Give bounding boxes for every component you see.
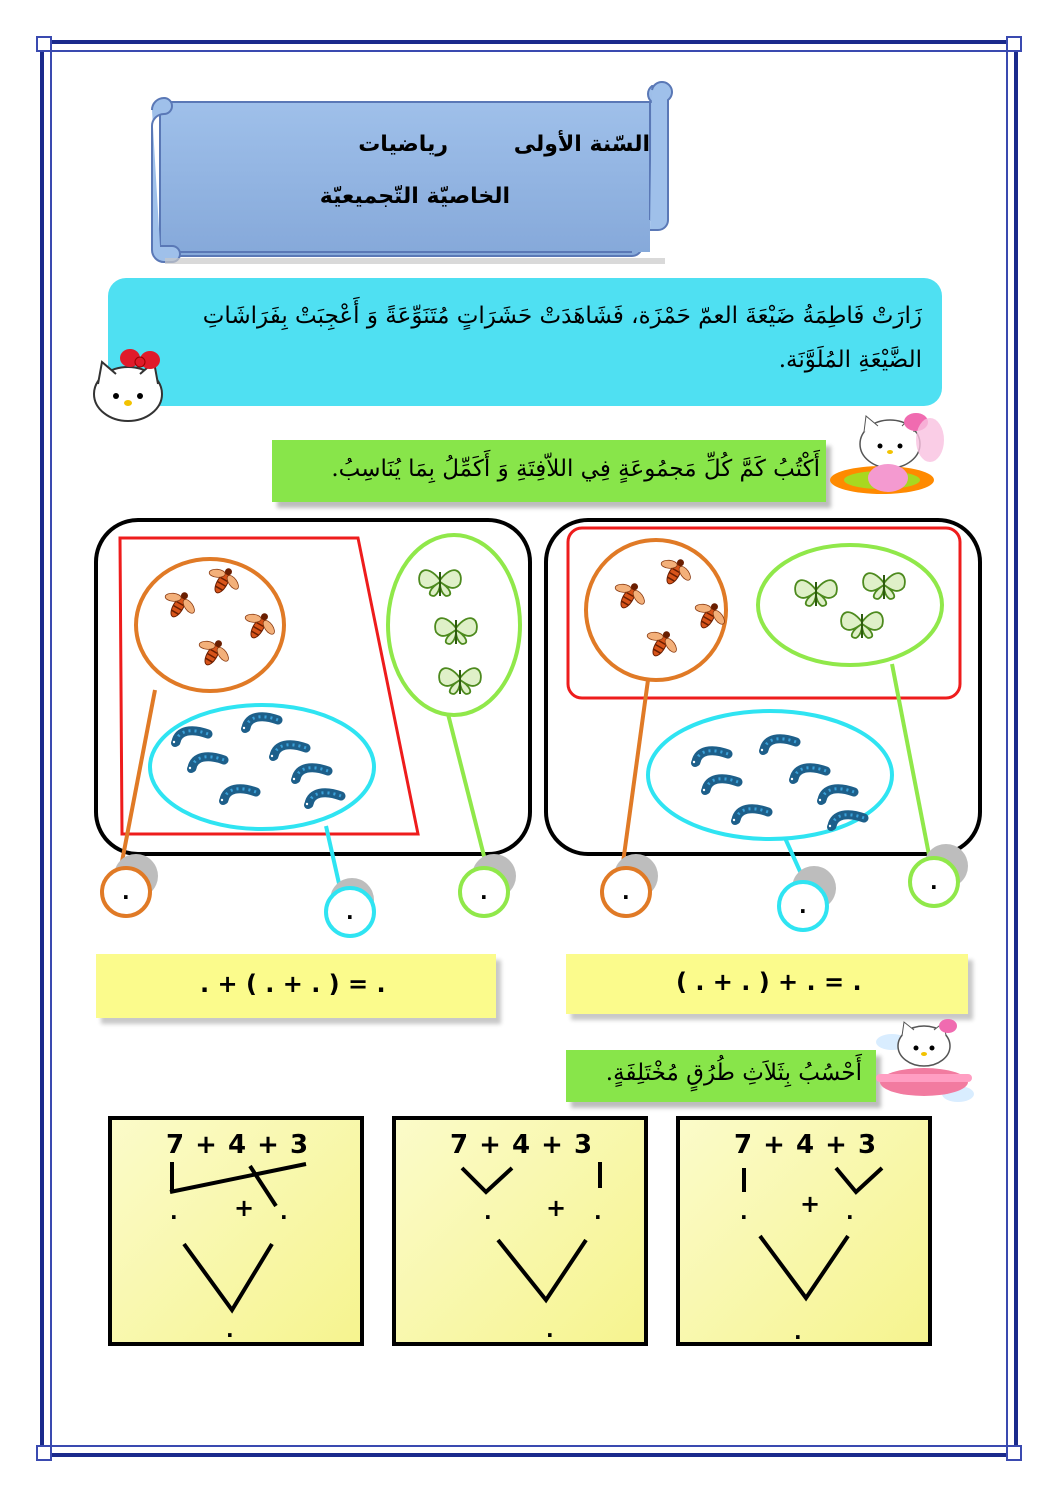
exercise1-instruction: أَكْتُبُ كَمَّ كُلِّ مَجمُوعَةٍ فِي اللاّفِتَةِ وَ أَكَمِّلُ بِمَا يُنَاسِبُ.	[331, 456, 820, 482]
calc-blank[interactable]: .	[740, 1200, 748, 1224]
lesson-title: الخاصيّة التّجميعيّة	[319, 184, 510, 209]
calc-expression: 7 + 4 + 3	[450, 1130, 594, 1160]
calc-bracket-lines	[0, 1100, 1058, 1360]
exercise2-instruction: أَحْسُبُ بِثَلاَثِ طُرُقٍ مُخْتَلِفَةٍ.	[605, 1060, 862, 1086]
left-equation[interactable]: . + ( . + . ) = .	[200, 970, 386, 998]
calc-blank[interactable]: .	[794, 1320, 802, 1344]
calc-plus: +	[546, 1194, 567, 1222]
subject-label: رياضيات	[358, 132, 448, 157]
answer-blank[interactable]: .	[799, 894, 807, 918]
calc-blank[interactable]: .	[484, 1200, 492, 1224]
grade-label: السّنة الأولى	[513, 132, 650, 157]
calc-plus: +	[234, 1194, 255, 1222]
answer-blank[interactable]: .	[122, 880, 130, 904]
answer-blank[interactable]: .	[930, 870, 938, 894]
answer-blank[interactable]: .	[346, 900, 354, 924]
frame-corner	[1006, 1445, 1022, 1461]
calc-blank[interactable]: .	[280, 1200, 288, 1224]
calc-blank[interactable]: .	[846, 1200, 854, 1224]
kitty-plane-icon	[870, 1012, 976, 1106]
calc-blank[interactable]: .	[170, 1200, 178, 1224]
calc-blank[interactable]: .	[594, 1200, 602, 1224]
left-caterpillar-circle	[150, 705, 374, 829]
answer-blank[interactable]: .	[622, 880, 630, 904]
story-line-1: زَارَتْ فَاطِمَةُ ضَيْعَةَ العمّ حَمْزَة، فَشَاهَدَتْ حَشَرَاتٍ مُتَنَوِّعَةً وَ أَعْجِبَتْ بِفَرَاشَاتِ	[202, 303, 922, 329]
calc-blank[interactable]: .	[546, 1318, 554, 1342]
story-line-2: الضَّيْعَةِ المُلَوَّنَة.	[778, 347, 922, 373]
answer-blank[interactable]: .	[480, 880, 488, 904]
right-butterfly-circle	[758, 545, 942, 665]
calc-expression: 7 + 4 + 3	[166, 1130, 310, 1160]
frame-corner	[36, 1445, 52, 1461]
calc-expression: 7 + 4 + 3	[734, 1130, 878, 1160]
calc-plus: +	[800, 1190, 821, 1218]
right-equation[interactable]: ( . + . ) + . = .	[676, 968, 862, 996]
calc-blank[interactable]: .	[226, 1318, 234, 1342]
